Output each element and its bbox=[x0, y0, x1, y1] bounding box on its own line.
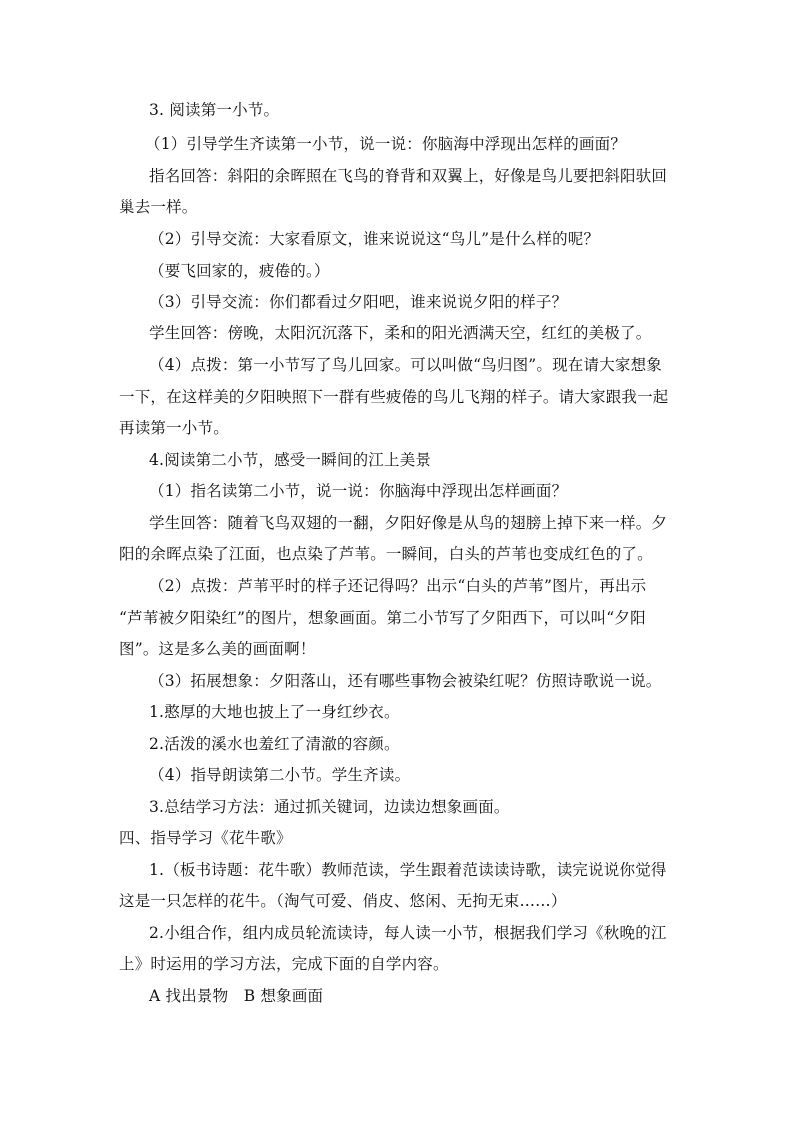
text-line: （4）指导朗读第二小节。学生齐读。 bbox=[149, 766, 411, 784]
text-line: （3）引导交流：你们都看过夕阳吧，谁来说说夕阳的样子？ bbox=[149, 293, 568, 311]
text-line: 1.（板书诗题：花牛歌）教师范读，学生跟着范读读诗歌，读完说说你觉得 bbox=[149, 861, 667, 879]
text-line: 图”。这是多么美的画面啊！ bbox=[119, 640, 316, 658]
text-line: 3. 阅读第一小节。 bbox=[149, 101, 280, 119]
text-line: 2.小组合作，组内成员轮流读诗，每人读一小节，根据我们学习《秋晚的江 bbox=[149, 924, 667, 942]
text-line: （2）点拨：芦苇平时的样子还记得吗？出示“白头的芦苇”图片，再出示 bbox=[149, 577, 647, 595]
text-line: 巢去一样。 bbox=[119, 198, 198, 216]
text-line: 4.阅读第二小节，感受一瞬间的江上美景 bbox=[149, 451, 432, 469]
text-line: 阳的余晖点染了江面，也点染了芦苇。一瞬间，白头的芦苇也变成红色的了。 bbox=[119, 545, 653, 563]
text-line: 上》时运用的学习方法，完成下面的自学内容。 bbox=[119, 955, 449, 973]
text-line: （4）点拨：第一小节写了鸟儿回家。可以叫做“鸟归图”。现在请大家想象 bbox=[149, 356, 663, 374]
text-line: 3.总结学习方法：通过抓关键词，边读边想象画面。 bbox=[149, 798, 510, 816]
text-line: 学生回答：随着飞鸟双翅的一翻，夕阳好像是从鸟的翅膀上掉下来一样。夕 bbox=[149, 514, 668, 532]
text-line: 指名回答：斜阳的余晖照在飞鸟的脊背和双翼上，好像是鸟儿要把斜阳驮回 bbox=[149, 167, 668, 185]
text-line: 一下，在这样美的夕阳映照下一群有些疲倦的鸟儿飞翔的样子。请大家跟我一起 bbox=[119, 388, 669, 406]
text-line: 1.憨厚的大地也披上了一身红纱衣。 bbox=[149, 703, 400, 721]
text-line: A 找出景物 B 想象画面 bbox=[149, 987, 324, 1005]
section-heading: 四、指导学习《花牛歌》 bbox=[119, 829, 292, 847]
text-line: （1）指名读第二小节，说一说：你脑海中浮现出怎样画面？ bbox=[149, 482, 568, 500]
text-line: （3）拓展想象：夕阳落山，还有哪些事物会被染红呢？仿照诗歌说一说。 bbox=[149, 672, 662, 690]
text-line: （1）引导学生齐读第一小节，说一说：你脑海中浮现出怎样的画面？ bbox=[145, 135, 627, 153]
text-line: 学生回答：傍晚，太阳沉沉落下，柔和的阳光洒满天空，红红的美极了。 bbox=[149, 324, 652, 342]
text-line: 这是一只怎样的花牛。（淘气可爱、俏皮、悠闲、无拘无束……） bbox=[119, 892, 567, 910]
text-line: （要飞回家的，疲倦的。） bbox=[149, 262, 330, 280]
text-line: “芦苇被夕阳染红”的图片，想象画面。第二小节写了夕阳西下，可以叫“夕阳 bbox=[119, 609, 646, 627]
text-line: 2.活泼的溪水也羞红了清澈的容颜。 bbox=[149, 735, 400, 753]
text-line: （2）引导交流：大家看原文，谁来说说这“鸟儿”是什么样的呢？ bbox=[149, 230, 600, 248]
text-line: 再读第一小节。 bbox=[119, 419, 229, 437]
